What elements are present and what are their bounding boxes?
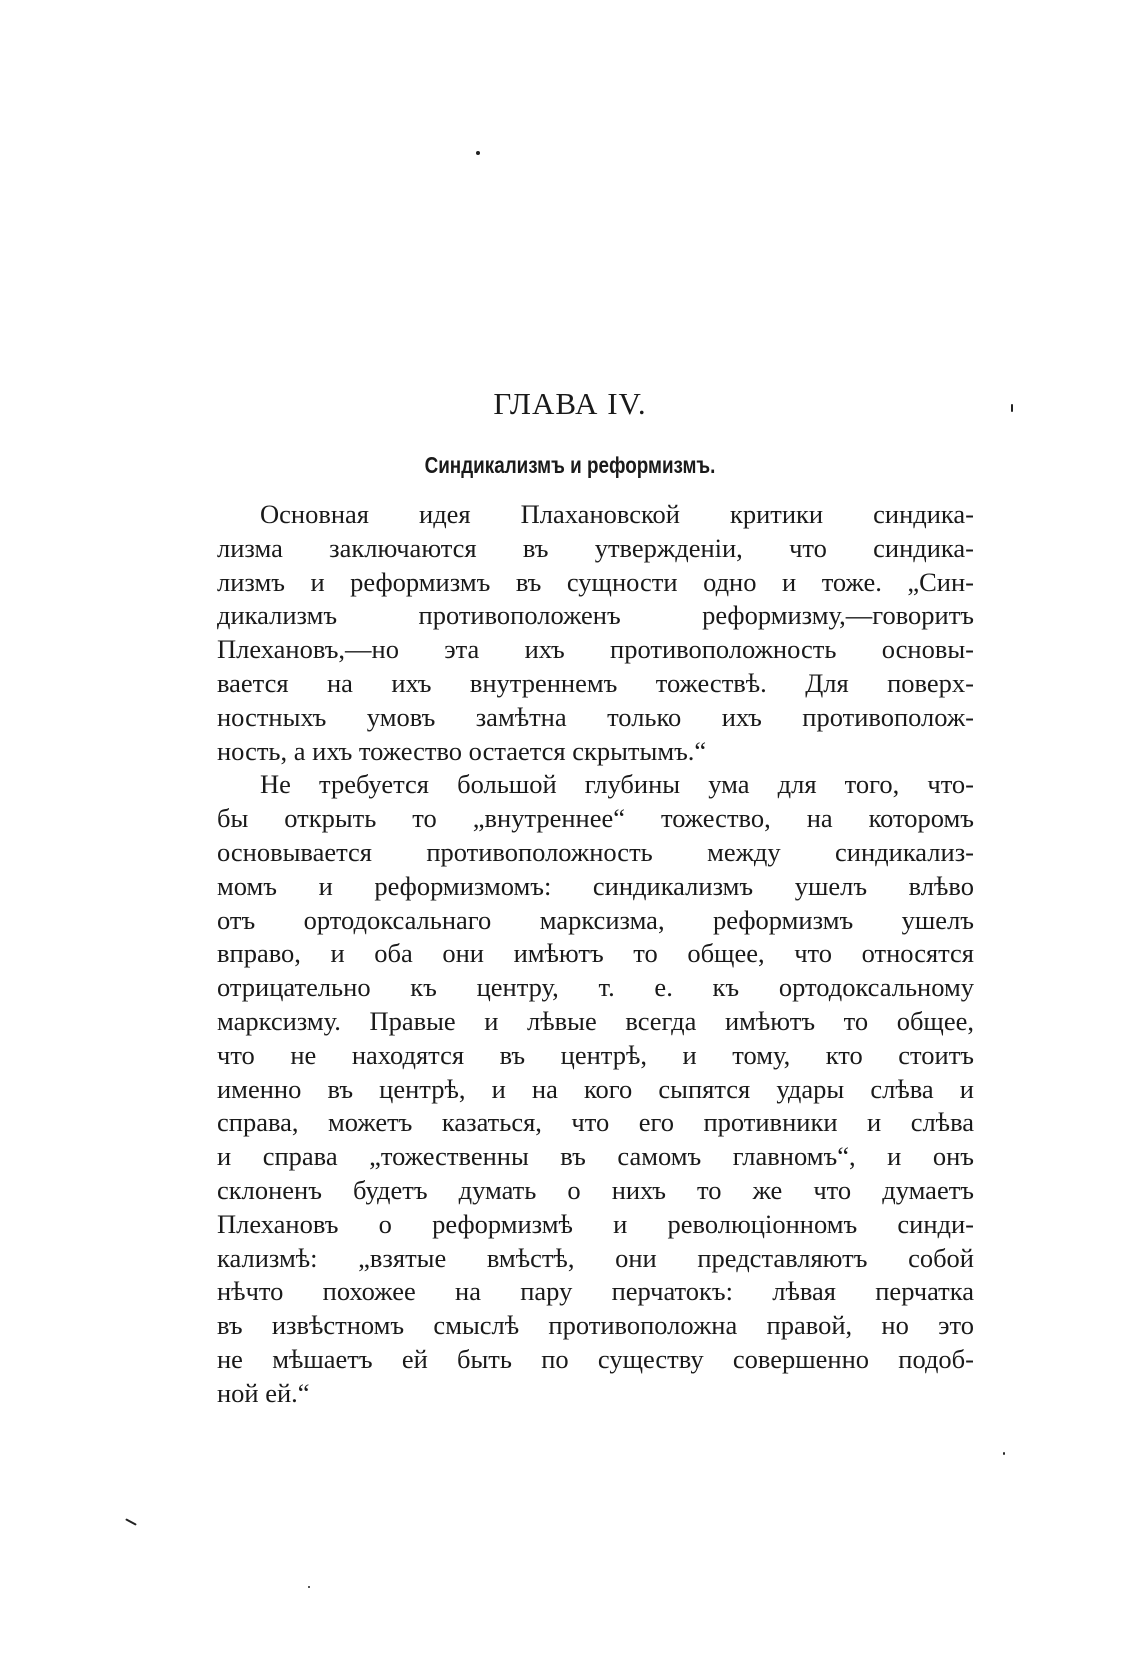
scan-speck	[1011, 404, 1013, 412]
scan-speck	[1003, 1452, 1005, 1455]
text-line: нѣчто похожее на пару перчатокъ: лѣвая перчатка	[217, 1276, 974, 1307]
text-line: не мѣшаетъ ей быть по существу совершенно подоб-	[217, 1343, 974, 1374]
text-line: ностныхъ умовъ замѣтна только ихъ противополож-	[217, 701, 974, 732]
chapter-title: ГЛАВА IV.	[493, 386, 647, 421]
text-line: лизмъ и реформизмъ въ сущности одно и тоже. „Син-	[217, 566, 974, 597]
text-line: справа, можетъ казаться, что его противники и слѣва	[217, 1107, 974, 1138]
text-line: и справа „тожественны въ самомъ главномъ“, и онъ	[217, 1141, 974, 1172]
text-line: основывается противоположность между синдикализ-	[217, 836, 974, 867]
text-line: что не находятся въ центрѣ, и тому, кто стоитъ	[217, 1039, 974, 1070]
text-line: склоненъ будетъ думать о нихъ то же что думаетъ	[217, 1174, 974, 1205]
chapter-subtitle: Синдикализмъ и реформизмъ.	[424, 452, 716, 478]
text-line: Основная идея Плахановской критики синдика-	[260, 499, 974, 529]
text-line: отрицательно къ центру, т. е. къ ортодоксальному	[217, 972, 974, 1003]
text-line: ность, а ихъ тожество остается скрытымъ.“	[217, 735, 707, 766]
text-line: марксизму. Правые и лѣвые всегда имѣютъ то общее,	[217, 1005, 974, 1036]
scan-speck	[125, 1518, 137, 1525]
scan-speck	[476, 151, 480, 155]
text-line: Плехановъ о реформизмѣ и революціонномъ синди-	[217, 1208, 974, 1239]
text-line: вправо, и оба они имѣютъ то общее, что относятся	[217, 938, 974, 969]
text-line: дикализмъ противоположенъ реформизму,—говоритъ	[217, 600, 974, 631]
text-line: вается на ихъ внутреннемъ тожествѣ. Для поверх-	[217, 667, 974, 698]
text-line: ной ей.“	[217, 1377, 310, 1408]
text-line: кализмѣ: „взятые вмѣстѣ, они представляютъ собой	[217, 1242, 974, 1273]
text-line: въ извѣстномъ смыслѣ противоположна правой, но это	[217, 1310, 974, 1341]
scan-speck	[308, 1586, 310, 1588]
text-line: момъ и реформизмомъ: синдикализмъ ушелъ влѣво	[217, 870, 974, 901]
text-line: отъ ортодоксальнаго марксизма, реформизмъ ушелъ	[217, 904, 974, 935]
text-line: именно въ центрѣ, и на кого сыпятся удары слѣва и	[217, 1073, 974, 1104]
text-line: бы открыть то „внутреннее“ тожество, на которомъ	[217, 803, 974, 834]
body-text	[217, 498, 974, 1411]
text-line: Не требуется большой глубины ума для того, что-	[260, 769, 974, 800]
text-line: лизма заключаются въ утвержденіи, что синдика-	[217, 532, 974, 563]
text-line: Плехановъ,—но эта ихъ противоположность основы-	[217, 634, 974, 665]
